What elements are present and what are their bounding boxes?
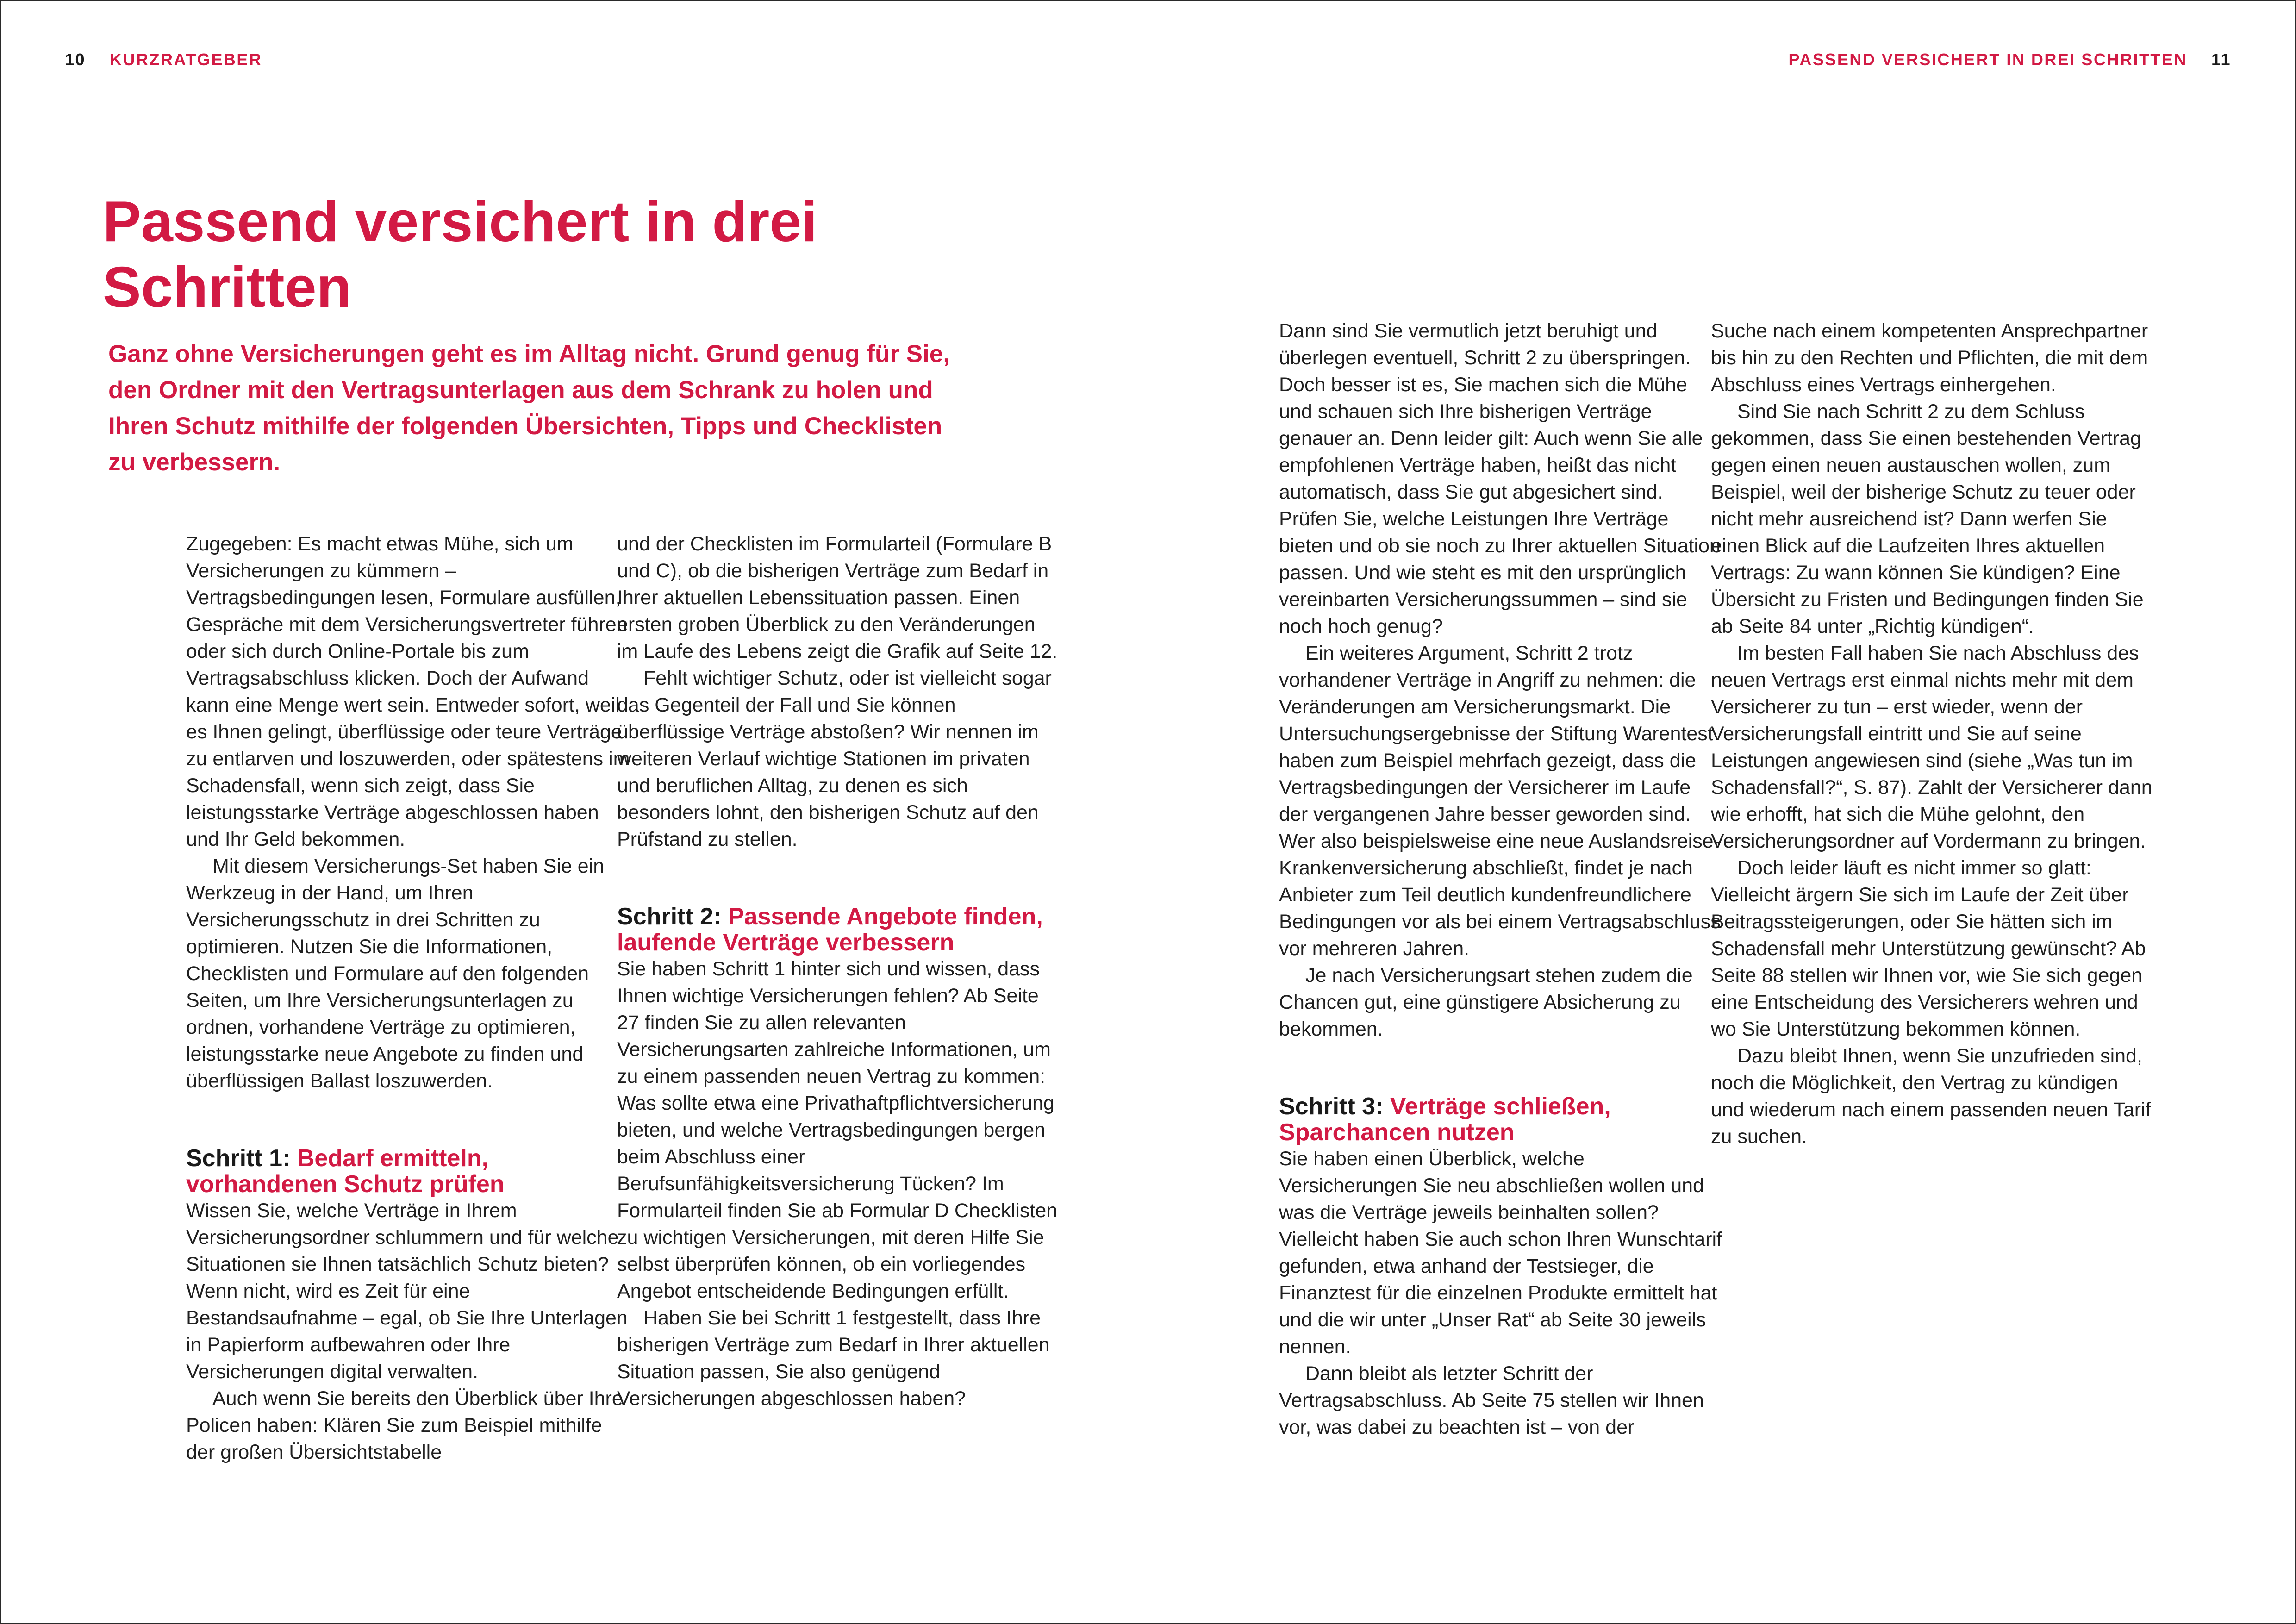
paragraph: Zugegeben: Es macht etwas Mühe, sich um Versicherungen zu kümmern – Vertragsbedingungen lesen, Formulare ausfüllen, Gespräche mit dem Versicherungsvertreter führen oder sich durch Online-Portale bis zum Vertragsabschluss klicken. Doch der Aufwand kann eine Menge wert sein. Entweder sofort, weil es Ihnen gelingt, überflüssige oder teure Verträge zu entlarven und loszuwerden, oder spätestens im Schadensfall, wenn sich zeigt, dass Sie leistungsstarke Verträge abgeschlossen haben und Ihr Geld bekommen. [186,533,630,850]
step-1-label: Schritt 1: [186,1145,291,1172]
step-3-title: Verträge schließen, Sparchancen nutzen [1279,1093,1611,1146]
step-2-title: Passende Angebote finden, laufende Verträge verbessern [617,903,1043,956]
step-2-heading [617,904,1061,956]
step-1-heading [186,1145,630,1197]
section-title-right: PASSEND VERSICHERT IN DREI SCHRITTEN [1788,50,2187,69]
paragraph: Ein weiteres Argument, Schritt 2 trotz vorhandener Verträge in Angriff zu nehmen: die Veränderungen am Versicherungsmarkt. Die Untersuchungsergebnisse der Stiftung Warentest haben zum Beispiel mehrfach gezeigt, dass die Vertragsbedingungen der Versicherer im Laufe der vergangenen Jahre besser geworden sind. Wer also beispielsweise eine neue Auslandsreise-Krankenversicherung abschließt, findet je nach Anbieter zum Teil deutlich kundenfreundlichere Bedingungen vor als bei einem Vertragsabschluss vor mehreren Jahren. [1279,642,1721,960]
section-title-left: KURZRATGEBER [110,50,262,69]
article-title-line-1: Passend versichert in drei [103,190,817,254]
article-title-line-2: Schritten [103,256,352,319]
running-header-right [1789,50,2231,69]
paragraph: Sind Sie nach Schritt 2 zu dem Schluss gekommen, dass Sie einen bestehenden Vertrag gegen einen neuen austauschen wollen, zum Beispiel, weil der bisherige Schutz zu teuer oder nicht mehr ausreichend ist? Dann werfen Sie einen Blick auf die Laufzeiten Ihres aktuellen Vertrags: Zu wann können Sie kündigen? Eine Übersicht zu Fristen und Bedingungen finden Sie ab Seite 84 unter „Richtig kündigen“. [1711,400,2144,637]
text-column-3 [1279,318,1723,1441]
text-column-2 [617,531,1061,1412]
step-2-label: Schritt 2: [617,903,722,930]
text-column-1 [186,531,630,1466]
paragraph: Dazu bleibt Ihnen, wenn Sie unzufrieden sind, noch die Möglichkeit, den Vertrag zu kündigen und wiederum nach einem passenden neuen Tarif zu suchen. [1711,1045,2151,1148]
paragraph: Sie haben einen Überblick, welche Versicherungen Sie neu abschließen wollen und was die Verträge jeweils beinhalten sollen? Vielleicht haben Sie auch schon Ihren Wunschtarif gefunden, etwa anhand der Testsieger, die Finanztest für die einzelnen Produkte ermittelt hat und die wir unter „Unser Rat“ ab Seite 30 jeweils nennen. [1279,1148,1722,1358]
paragraph: Sie haben Schritt 1 hinter sich und wissen, dass Ihnen wichtige Versicherungen fehlen? Ab Seite 27 finden Sie zu allen relevanten Versicherungsarten zahlreiche Informationen, um zu einem passenden neuen Vertrag zu kommen: Was sollte etwa eine Privathaftpflichtversicherung bieten, und welche Vertragsbedingungen bergen beim Abschluss einer Berufsunfähigkeitsversicherung Tücken? Im Formularteil finden Sie ab Formular D Checklisten zu wichtigen Versicherungen, mit deren Hilfe Sie selbst überprüfen können, ob ein vorliegendes Angebot entscheidende Bedingungen erfüllt. [617,958,1058,1302]
paragraph: Doch leider läuft es nicht immer so glatt: Vielleicht ärgern Sie sich im Laufe der Zeit über Beitragssteigerungen, oder Sie hätten sich im Schadensfall mehr Unterstützung gewünscht? Ab Seite 88 stellen wir Ihnen vor, wie Sie sich gegen eine Entscheidung des Versicherers wehren und wo Sie Unterstützung bekommen können. [1711,857,2146,1040]
paragraph: Wissen Sie, welche Verträge in Ihrem Versicherungsordner schlummern und für welche Situationen sie Ihnen tatsächlich Schutz bieten? Wenn nicht, wird es Zeit für eine Bestandsaufnahme – egal, ob Sie Ihre Unterlagen in Papierform aufbewahren oder Ihre Versicherungen digital verwalten. [186,1199,628,1383]
paragraph: Haben Sie bei Schritt 1 festgestellt, dass Ihre bisherigen Verträge zum Bedarf in Ihrer aktuellen Situation passen, Sie also genügend Versicherungen abgeschlossen haben? [617,1307,1050,1410]
running-header-left [65,50,262,69]
article-lead: Ganz ohne Versicherungen geht es im Alltag nicht. Grund genug für Sie, den Ordner mit den Vertragsunterlagen aus dem Schrank zu holen und Ihren Schutz mithilfe der folgenden Übersichten, Tipps und Checklisten zu verbessern. [108,340,950,476]
paragraph: Mit diesem Versicherungs-Set haben Sie ein Werkzeug in der Hand, um Ihren Versicherungsschutz in drei Schritten zu optimieren. Nutzen Sie die Informationen, Checklisten und Formulare auf den folgenden Seiten, um Ihre Versicherungsunterlagen zu ordnen, vorhandene Verträge zu optimieren, leistungsstarke neue Angebote zu finden und überflüssigen Ballast loszuwerden. [186,855,605,1092]
step-3-label: Schritt 3: [1279,1093,1384,1120]
step-3-heading [1279,1093,1723,1145]
paragraph: Dann bleibt als letzter Schritt der Vertragsabschluss. Ab Seite 75 stellen wir Ihnen vor, was dabei zu beachten ist – von der [1279,1362,1704,1438]
paragraph: Fehlt wichtiger Schutz, oder ist vielleicht sogar das Gegenteil der Fall und Sie können überflüssige Verträge abstoßen? Wir nennen im weiteren Verlauf wichtige Stationen im privaten und beruflichen Alltag, zu denen es sich besonders lohnt, den bisherigen Schutz auf den Prüfstand zu stellen. [617,667,1052,850]
paragraph: Je nach Versicherungsart stehen zudem die Chancen gut, eine günstigere Absicherung zu bekommen. [1279,964,1693,1040]
page-number-left: 10 [65,50,86,69]
paragraph: Suche nach einem kompetenten Ansprechpartner bis hin zu den Rechten und Pflichten, die mit dem Abschluss eines Vertrags einhergehen. [1711,320,2148,396]
article-title [103,189,890,320]
step-1-title: Bedarf ermitteln, vorhandenen Schutz prüfen [186,1145,505,1198]
page-number-right: 11 [2211,50,2231,69]
paragraph: Im besten Fall haben Sie nach Abschluss des neuen Vertrags erst einmal nichts mehr mit dem Versicherer zu tun – erst wieder, wenn der Versicherungsfall eintritt und Sie auf seine Leistungen angewiesen sind (siehe „Was tun im Schadensfall?“, S. 87). Zahlt der Versicherer dann wie erhofft, hat sich die Mühe gelohnt, den Versicherungsordner auf Vordermann zu bringen. [1711,642,2152,852]
paragraph: Auch wenn Sie bereits den Überblick über Ihre Policen haben: Klären Sie zum Beispiel mithilfe der großen Übersichtstabelle [186,1387,623,1463]
paragraph: Dann sind Sie vermutlich jetzt beruhigt und überlegen eventuell, Schritt 2 zu überspringen. Doch besser ist es, Sie machen sich die Mühe und schauen sich Ihre bisherigen Verträge genauer an. Denn leider gilt: Auch wenn Sie alle empfohlenen Verträge haben, heißt das nicht automatisch, dass Sie gut abgesichert sind. Prüfen Sie, welche Leistungen Ihre Verträge bieten und ob sie noch zu Ihrer aktuellen Situation passen. Und wie steht es mit den ursprünglich vereinbarten Versicherungssummen – sind sie noch hoch genug? [1279,320,1721,637]
paragraph: und der Checklisten im Formularteil (Formulare B und C), ob die bisherigen Verträge zum Bedarf in Ihrer aktuellen Lebenssituation passen. Einen ersten groben Überblick zu den Veränderungen im Laufe des Lebens zeigt die Grafik auf Seite 12. [617,533,1058,662]
text-column-4 [1711,318,2155,1150]
